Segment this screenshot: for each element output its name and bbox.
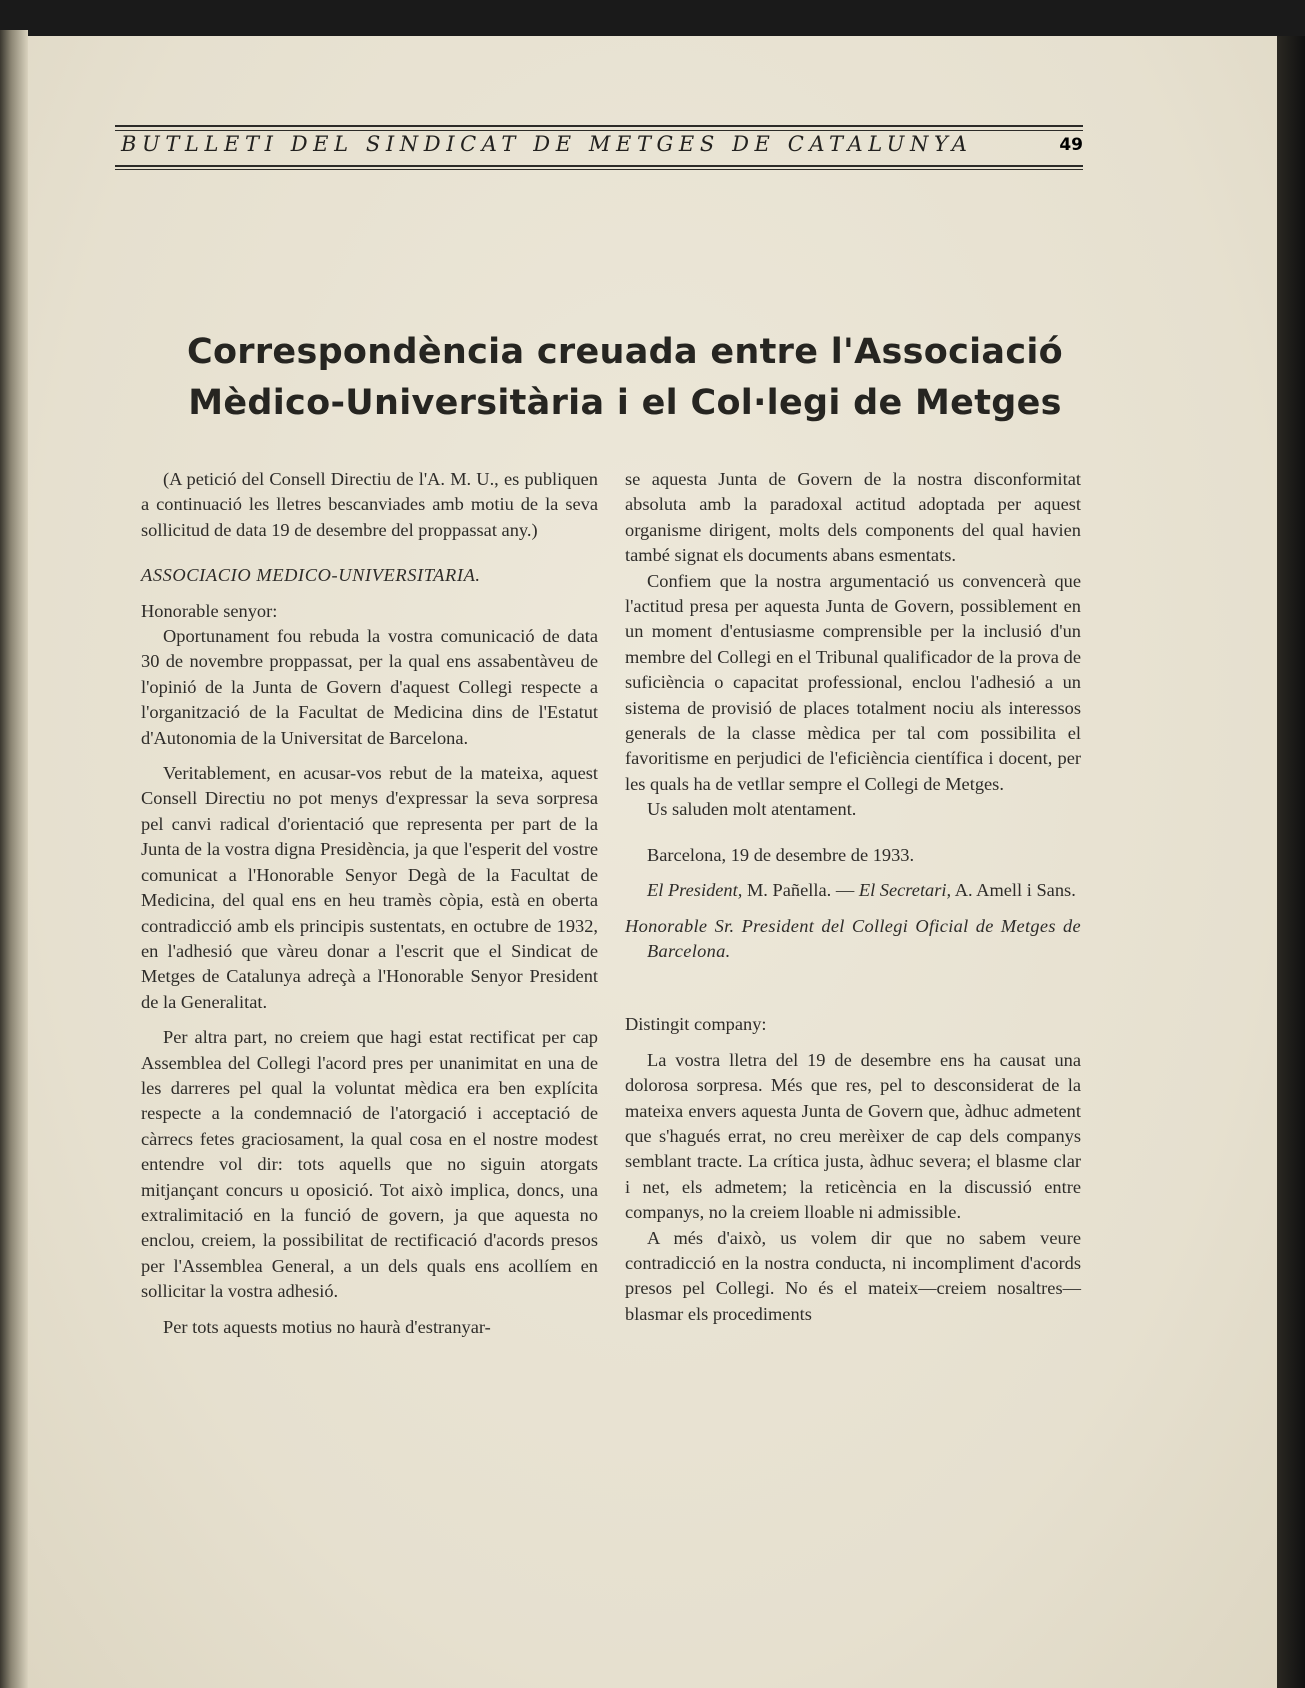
article-title-line-1: Correspondència creuada entre l'Associació — [186, 332, 1064, 372]
signature-separator: — — [835, 880, 855, 901]
paragraph: se aquesta Junta de Govern de la nostra disconformitat absoluta amb la paradoxal actitud adoptada per aquest organisme dirigent, molts dels components del qual havien també signat els documents abans esmentats. — [625, 469, 1081, 566]
signature-secretary-name: A. Amell i Sans. — [954, 880, 1076, 901]
letter-sender-heading: ASSOCIACIO MEDICO-UNIVERSITARIA. — [141, 565, 481, 586]
paragraph: Per tots aquests motius no haurà d'estranyar- — [163, 1316, 491, 1337]
signature-secretary-label: El Secretari, — [858, 880, 952, 901]
paragraph: La vostra lletra del 19 de desembre ens ha causat una dolorosa sorpresa. Més que res, pel to desconsiderat de la mateixa envers aquesta Junta de Govern que, àdhuc admetent que s'hagués errat, no creu merèixer de cap dels companys semblant tracte. La crítica justa, àdhuc severa; el blasme clar i net, els admetem; la reticència en la discussió entre companys, no la creiem lloable ni admissible. — [625, 1049, 1081, 1223]
signature-president-label: El President, — [647, 880, 743, 901]
paragraph: Veritablement, en acusar-vos rebut de la mateixa, aquest Consell Directiu no pot menys d'expressar la seva sorpresa pel canvi radical d'orientació que representa per part de la Junta de la vostra digna Presidència, ja que l'esperit del vostre comunicat a l'Honorable Senyor Degà de la Facultat de Medicina, del qual ens en heu tramès còpia, està en oberta contradicció amb els principis sustentats, en octubre de 1932, en l'adhesió que vàreu donar a l'escrit que el Sindicat de Metges de Catalunya adreçà a l'Honorable Senyor President de la Generalitat. — [141, 763, 598, 1012]
page-number: 49 — [1059, 135, 1083, 155]
paragraph: A més d'això, us volem dir que no sabem veure contradicció en la nostra conducta, ni incompliment d'acords presos pel Collegi. No és el mateix—creiem nosaltres—blasmar els procediments — [625, 1227, 1081, 1324]
article-title-line-2: Mèdico-Universitària i el Col·legi de Metges — [188, 383, 1062, 423]
intro-note: (A petició del Consell Directiu de l'A. M. U., es publiquen a continuació les lletres bescanviades amb motiu de la seva sollicitud de data 19 de desembre del proppassat any.) — [141, 469, 598, 540]
letter-addressee: Honorable Sr. President del Collegi Oficial de Metges de Barcelona. — [625, 915, 1081, 961]
signature-president-name: M. Pañella. — [746, 880, 832, 901]
journal-title: BUTLLETI DEL SINDICAT DE METGES DE CATALUNYA — [121, 132, 973, 156]
article-title — [150, 327, 1100, 429]
header-rule-top-thin — [115, 130, 1083, 131]
paragraph: Per altra part, no creiem que hagi estat rectificat per cap Assemblea del Collegi l'acord pres per unanimitat en una de les darreres pel qual la voluntat mèdica era ben explícita respecte a la condemnació de l'atorgació i acceptació de càrrecs fetes graciosament, la qual cosa en el nostre modest entendre vol dir: tots aquells que no siguin atorgats mitjançant concurs u oposició. Tot això implica, doncs, una extralimitació en la funció de govern, ja que aquesta no enclou, creiem, la possibilitat de rectificació d'acords presos per l'Assemblea General, a un dels quals ens acollíem en sollicitar la vostra adhesió. — [141, 1027, 598, 1302]
letter-salutation: Distingit company: — [625, 1014, 767, 1035]
header-rule-bottom-thin — [115, 169, 1083, 170]
paragraph: Oportunament fou rebuda la vostra comunicació de data 30 de novembre proppassat, per la qual ens assabentàveu de l'opinió de la Junta de Govern d'aquest Collegi respecte a l'organització de la Facultat de Medicina dins de l'Estatut d'Autonomia de la Universitat de Barcelona. — [141, 626, 598, 748]
left-column — [141, 467, 598, 1340]
closing: Us saluden molt atentament. — [647, 799, 857, 820]
header-rule-bottom — [115, 165, 1083, 167]
letter-signatures — [625, 878, 1081, 903]
letter-salutation: Honorable senyor: — [141, 600, 278, 621]
running-header — [115, 87, 1083, 169]
paragraph: Confiem que la nostra argumentació us convencerà que l'actitud presa per aquesta Junta de Govern, possiblement en un moment d'entusiasme comprensible per la inclusió d'un membre del Collegi en el Tribunal qualificador de la prova de suficiència o capacitat professional, enclou l'adhesió a un sistema de provisió de places totalment nociu als interessos generals de la classe mèdica per tal com possibilita el favoritisme en perjudici de l'eficiència científica i docent, per les quals ha de vetllar sempre el Collegi de Metges. — [625, 570, 1081, 794]
header-rule-top — [115, 125, 1083, 127]
right-column — [625, 467, 1081, 1327]
scan-shadow — [1277, 36, 1305, 1688]
previous-page-edge — [0, 30, 28, 1688]
letter-date: Barcelona, 19 de desembre de 1933. — [647, 844, 915, 865]
